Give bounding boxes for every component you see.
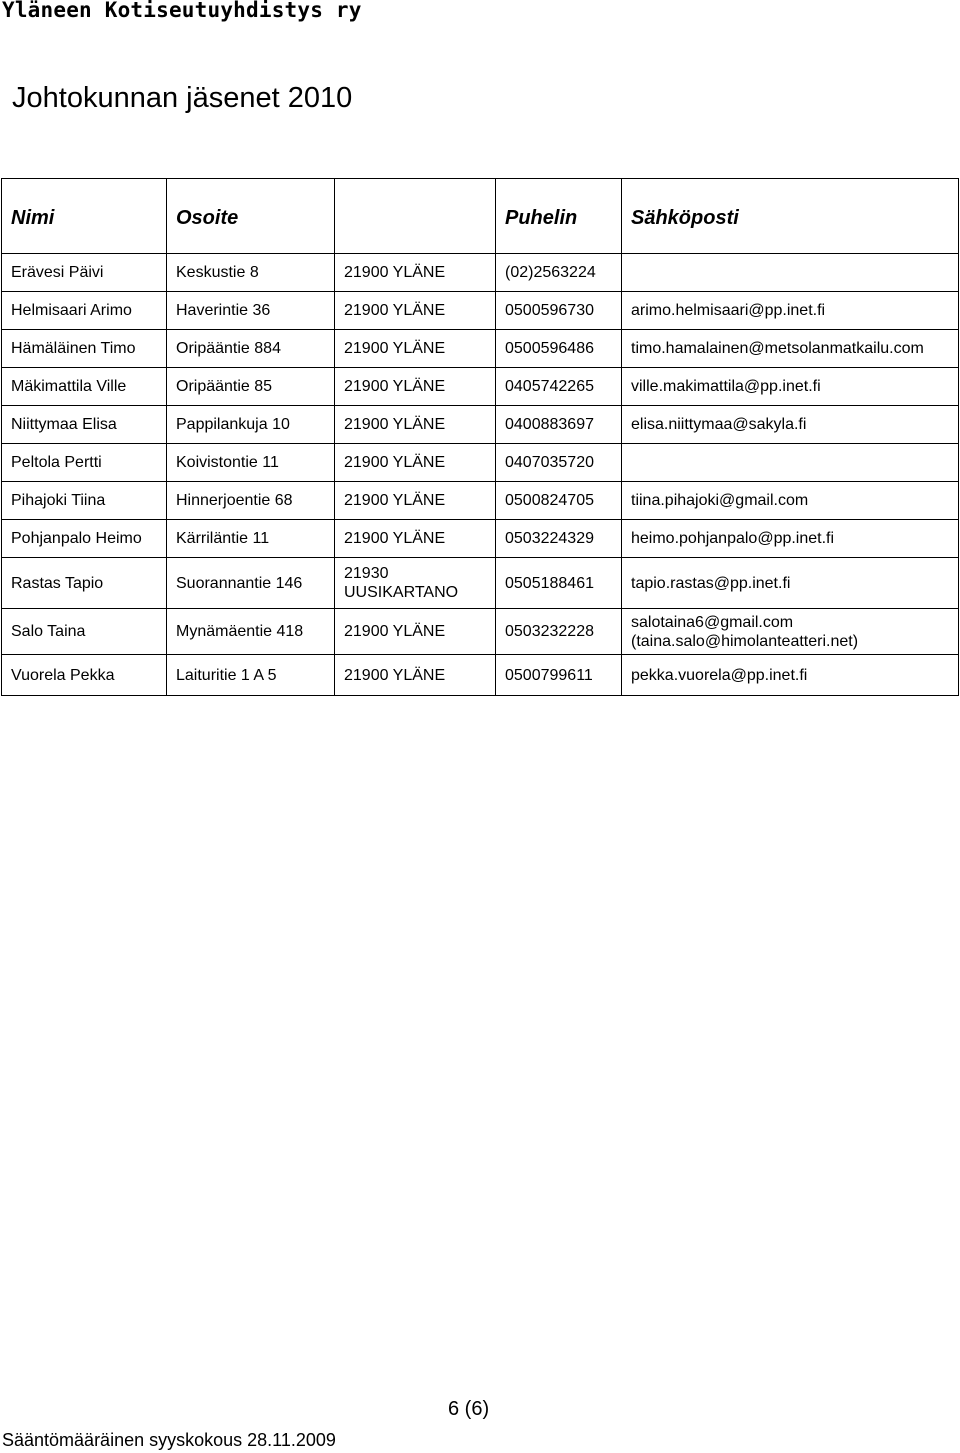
column-header-email: Sähköposti xyxy=(622,179,959,254)
cell-phone: (02)2563224 xyxy=(496,254,622,292)
cell-name: Pihajoki Tiina xyxy=(2,482,167,520)
column-header-phone: Puhelin xyxy=(496,179,622,254)
cell-postal: 21900 YLÄNE xyxy=(335,330,496,368)
cell-address: Haverintie 36 xyxy=(167,292,335,330)
table-row xyxy=(2,520,959,558)
cell-postal: 21900 YLÄNE xyxy=(335,609,496,655)
cell-email: timo.hamalainen@metsolanmatkailu.com xyxy=(622,330,959,368)
column-header-postal xyxy=(335,179,496,254)
cell-postal xyxy=(335,558,496,609)
cell-postal: 21900 YLÄNE xyxy=(335,655,496,696)
table-row xyxy=(2,254,959,292)
cell-address: Hinnerjoentie 68 xyxy=(167,482,335,520)
cell-phone: 0505188461 xyxy=(496,558,622,609)
cell-postal: 21900 YLÄNE xyxy=(335,406,496,444)
cell-name: Helmisaari Arimo xyxy=(2,292,167,330)
cell-name: Hämäläinen Timo xyxy=(2,330,167,368)
cell-name: Mäkimattila Ville xyxy=(2,368,167,406)
cell-postal: 21900 YLÄNE xyxy=(335,482,496,520)
cell-postal-city: UUSIKARTANO xyxy=(344,584,459,601)
cell-name: Erävesi Päivi xyxy=(2,254,167,292)
cell-email: pekka.vuorela@pp.inet.fi xyxy=(622,655,959,696)
cell-name: Vuorela Pekka xyxy=(2,655,167,696)
column-header-address: Osoite xyxy=(167,179,335,254)
table-row xyxy=(2,368,959,406)
cell-phone: 0400883697 xyxy=(496,406,622,444)
cell-postal: 21900 YLÄNE xyxy=(335,368,496,406)
cell-email: elisa.niittymaa@sakyla.fi xyxy=(622,406,959,444)
cell-email: tiina.pihajoki@gmail.com xyxy=(622,482,959,520)
table-row xyxy=(2,292,959,330)
cell-email: ville.makimattila@pp.inet.fi xyxy=(622,368,959,406)
organization-name: Yläneen Kotiseutuyhdistys ry xyxy=(2,0,362,22)
cell-name: Salo Taina xyxy=(2,609,167,655)
cell-name: Rastas Tapio xyxy=(2,558,167,609)
table-row xyxy=(2,482,959,520)
cell-phone: 0503224329 xyxy=(496,520,622,558)
cell-name: Pohjanpalo Heimo xyxy=(2,520,167,558)
cell-address: Keskustie 8 xyxy=(167,254,335,292)
cell-phone: 0500596486 xyxy=(496,330,622,368)
cell-address: Koivistontie 11 xyxy=(167,444,335,482)
table-row xyxy=(2,444,959,482)
cell-address: Oripääntie 884 xyxy=(167,330,335,368)
cell-email xyxy=(622,444,959,482)
cell-postal: 21900 YLÄNE xyxy=(335,254,496,292)
cell-name: Peltola Pertti xyxy=(2,444,167,482)
table-row xyxy=(2,406,959,444)
members-table xyxy=(1,178,959,696)
table-row xyxy=(2,330,959,368)
cell-email xyxy=(622,609,959,655)
cell-phone: 0405742265 xyxy=(496,368,622,406)
footer-meeting-text: Sääntömääräinen syyskokous 28.11.2009 xyxy=(2,1430,336,1450)
cell-email xyxy=(622,254,959,292)
cell-name: Niittymaa Elisa xyxy=(2,406,167,444)
cell-address: Oripääntie 85 xyxy=(167,368,335,406)
cell-email: heimo.pohjanpalo@pp.inet.fi xyxy=(622,520,959,558)
cell-postal: 21900 YLÄNE xyxy=(335,292,496,330)
cell-email: tapio.rastas@pp.inet.fi xyxy=(622,558,959,609)
table-header-row xyxy=(2,179,959,254)
table-row xyxy=(2,558,959,609)
cell-postal: 21900 YLÄNE xyxy=(335,444,496,482)
table-row xyxy=(2,655,959,696)
cell-address: Pappilankuja 10 xyxy=(167,406,335,444)
cell-phone: 0407035720 xyxy=(496,444,622,482)
page-title: Johtokunnan jäsenet 2010 xyxy=(12,82,353,114)
table-row xyxy=(2,609,959,655)
cell-postal: 21900 YLÄNE xyxy=(335,520,496,558)
cell-email-secondary: (taina.salo@himolanteatteri.net) xyxy=(631,632,859,650)
page-number: 6 (6) xyxy=(448,1398,490,1420)
cell-phone: 0500824705 xyxy=(496,482,622,520)
cell-address: Suorannantie 146 xyxy=(167,558,335,609)
cell-email: arimo.helmisaari@pp.inet.fi xyxy=(622,292,959,330)
cell-phone: 0503232228 xyxy=(496,609,622,655)
cell-postal-code: 21930 xyxy=(344,565,389,582)
cell-address: Laituritie 1 A 5 xyxy=(167,655,335,696)
column-header-name: Nimi xyxy=(2,179,167,254)
cell-address: Mynämäentie 418 xyxy=(167,609,335,655)
cell-phone: 0500799611 xyxy=(496,655,622,696)
cell-phone: 0500596730 xyxy=(496,292,622,330)
cell-email-primary: salotaina6@gmail.com xyxy=(631,613,794,631)
cell-address: Kärriläntie 11 xyxy=(167,520,335,558)
